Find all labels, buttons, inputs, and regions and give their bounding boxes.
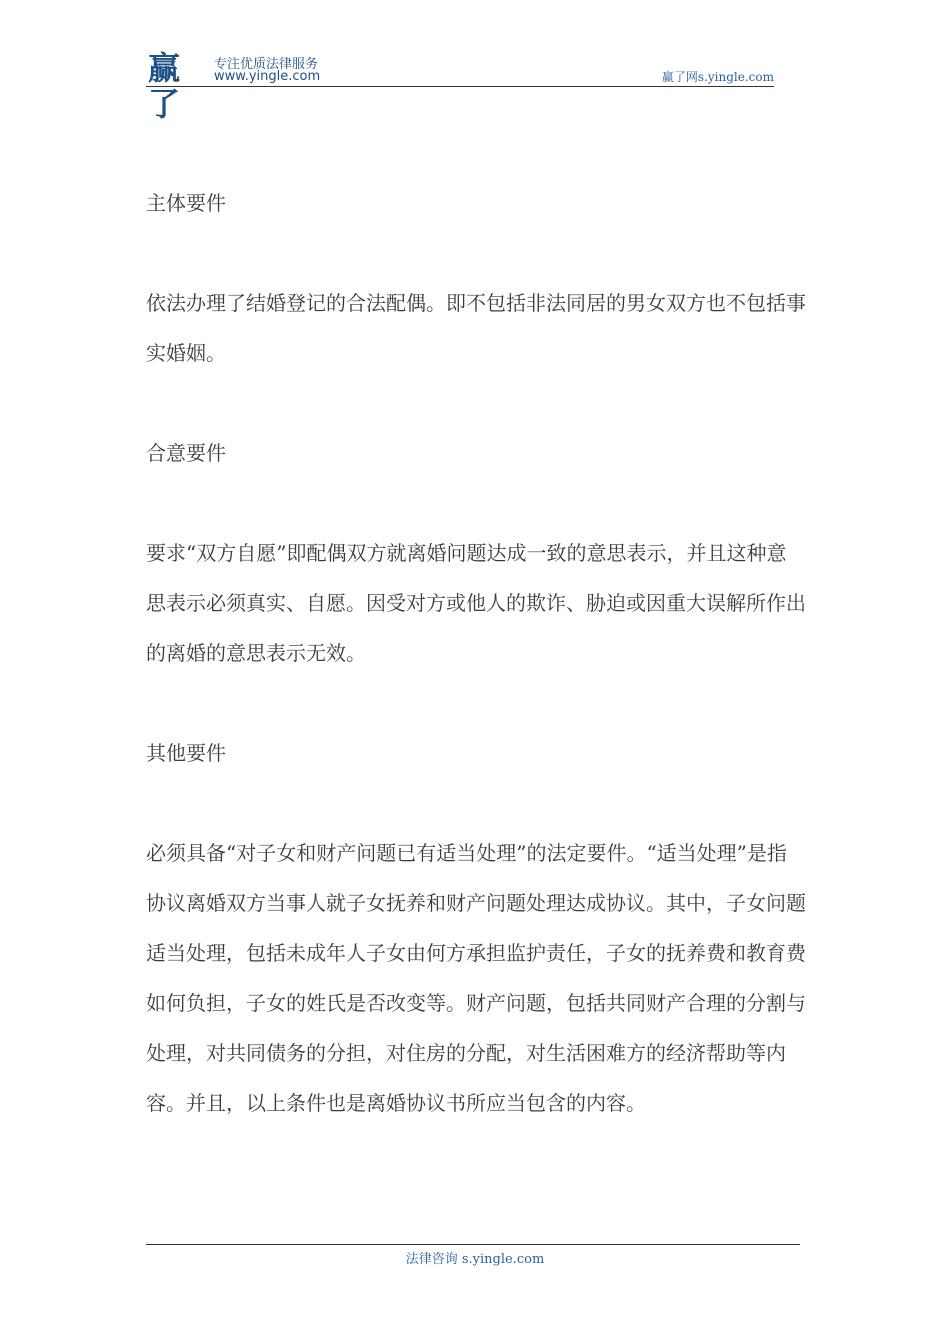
section-heading-other: 其他要件 bbox=[146, 741, 226, 765]
document-body bbox=[146, 178, 806, 1128]
paragraph-other: 必须具备“对子女和财产问题已有适当处理”的法定要件。“适当处理”是指协议离婚双方当事人就子女抚养和财产问题处理达成协议。其中，子女问题适当处理，包括未成年人子女由何方承担监护责任，子女的抚养费和教育费如何负担，子女的姓氏是否改变等。财产问题，包括共同财产合理的分割与处理，对共同债务的分担，对住房的分配，对生活困难方的经济帮助等内容。并且，以上条件也是离婚协议书所应当包含的内容。 bbox=[146, 841, 806, 1115]
footer-link[interactable]: 法律咨询 s.yingle.com bbox=[405, 1252, 545, 1267]
logo-slogan: 专注优质法律服务 bbox=[214, 57, 319, 72]
logo-url[interactable]: www.yingle.com bbox=[214, 69, 321, 84]
paragraph-consent: 要求“双方自愿”即配偶双方就离婚问题达成一致的意思表示，并且这种意思表示必须真实、自愿。因受对方或他人的欺诈、胁迫或因重大误解所作出的离婚的意思表示无效。 bbox=[146, 541, 806, 665]
paragraph-subject: 依法办理了结婚登记的合法配偶。即不包括非法同居的男女双方也不包括事实婚姻。 bbox=[146, 291, 806, 365]
section-heading-consent: 合意要件 bbox=[146, 441, 226, 465]
logo-mark: 赢了 bbox=[148, 49, 179, 123]
section-heading-subject: 主体要件 bbox=[146, 191, 226, 215]
header-site-link[interactable]: 赢了网s.yingle.com bbox=[661, 70, 774, 84]
page-header bbox=[146, 49, 774, 123]
footer-divider bbox=[146, 1244, 800, 1245]
